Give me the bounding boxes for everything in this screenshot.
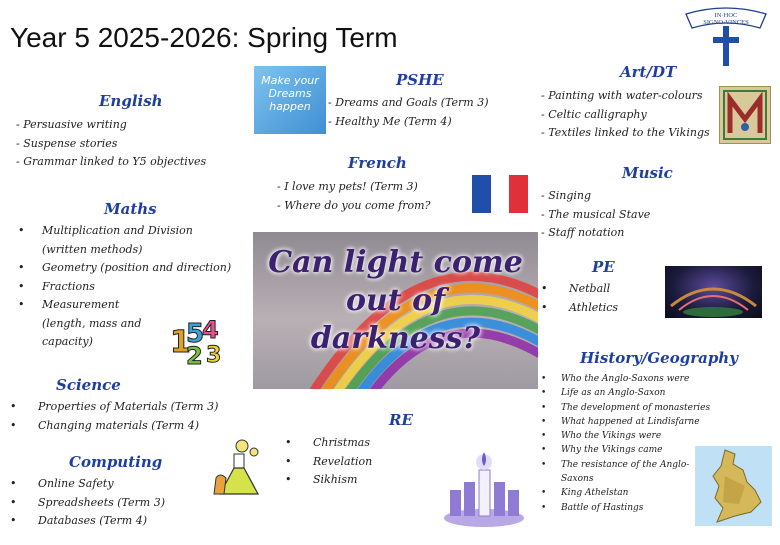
re-item: • Revelation xyxy=(285,453,372,472)
french-item: - Where do you come from? xyxy=(277,198,431,212)
pe-item: • Athletics xyxy=(541,299,618,318)
computing-item: • Spreadsheets (Term 3) xyxy=(10,494,165,513)
maths-item: • Geometry (position and direction) xyxy=(18,259,231,278)
french-heading: French xyxy=(348,154,407,172)
music-item: - Singing xyxy=(541,189,592,202)
crest-motto-line2: SIGNO·VINCES xyxy=(703,19,749,26)
question-line: darkness? xyxy=(310,321,481,356)
page-title: Year 5 2025-2026: Spring Term xyxy=(10,22,398,53)
pshe-list xyxy=(328,94,489,131)
english-list xyxy=(16,116,206,172)
history-list xyxy=(541,372,710,515)
school-crest xyxy=(684,6,768,68)
history-item: • Who the Vikings were xyxy=(541,429,710,443)
re-heading: RE xyxy=(389,411,413,429)
science-item: • Changing materials (Term 4) xyxy=(10,417,218,436)
artdt-item: - Textiles linked to the Vikings xyxy=(541,126,710,139)
map-picture xyxy=(695,446,772,526)
re-list xyxy=(285,434,372,490)
science-flask-picture xyxy=(212,438,268,500)
artdt-item: - Painting with water-colours xyxy=(541,89,703,102)
french-flag-picture xyxy=(472,175,528,213)
music-list xyxy=(541,187,650,243)
question-line: Can light come xyxy=(268,245,523,280)
science-item: • Properties of Materials (Term 3) xyxy=(10,398,218,417)
computing-heading: Computing xyxy=(69,453,163,471)
svg-text:2: 2 xyxy=(186,342,203,370)
history-item: • The resistance of the Anglo- Saxons xyxy=(541,458,710,487)
artdt-list xyxy=(541,87,710,143)
history-item: • Who the Anglo-Saxons were xyxy=(541,372,710,386)
french-list xyxy=(277,178,430,215)
pshe-item: - Dreams and Goals (Term 3) xyxy=(328,96,489,109)
maths-item: • Fractions xyxy=(18,278,231,297)
stadium-picture xyxy=(665,266,762,318)
question-line: out of xyxy=(345,283,446,318)
english-item: - Persuasive writing xyxy=(16,118,127,131)
computing-item: • Online Safety xyxy=(10,475,165,494)
computing-item: • Databases (Term 4) xyxy=(10,512,165,531)
flag-stripe xyxy=(491,175,510,213)
history-item: • Life as an Anglo-Saxon xyxy=(541,386,710,400)
maths-item: • Multiplication and Division (written methods) xyxy=(18,222,231,259)
history-heading: History/Geography xyxy=(580,349,738,367)
advent-candles-picture xyxy=(440,446,528,530)
svg-text:1: 1 xyxy=(170,325,191,360)
re-item: • Christmas xyxy=(285,434,372,453)
celtic-letter-picture xyxy=(719,86,771,144)
pshe-poster-picture xyxy=(254,66,326,134)
science-heading: Science xyxy=(56,376,121,394)
history-item: • King Athelstan xyxy=(541,486,710,500)
flag-stripe xyxy=(509,175,528,213)
history-item: • What happened at Lindisfarne xyxy=(541,415,710,429)
big-question-panel xyxy=(253,232,538,389)
artdt-heading: Art/DT xyxy=(620,63,677,81)
pshe-heading: PSHE xyxy=(396,71,444,89)
pe-item: • Netball xyxy=(541,280,618,299)
computing-list xyxy=(10,475,165,531)
numbers-picture xyxy=(166,312,234,370)
french-item: - I love my pets! (Term 3) xyxy=(277,180,418,193)
svg-text:5: 5 xyxy=(186,319,205,349)
music-heading: Music xyxy=(622,164,673,182)
history-item: • The development of monasteries xyxy=(541,401,710,415)
english-item: - Suspense stories xyxy=(16,136,118,150)
music-item: - Staff notation xyxy=(541,226,625,239)
crest-motto-line1: IN·HOC xyxy=(714,12,738,19)
artdt-item: - Celtic calligraphy xyxy=(541,107,647,121)
history-item: • Why the Vikings came xyxy=(541,443,710,457)
maths-heading: Maths xyxy=(104,200,157,218)
flag-stripe xyxy=(472,175,491,213)
english-item: - Grammar linked to Y5 objectives xyxy=(16,155,207,168)
svg-text:3: 3 xyxy=(206,343,222,368)
maths-item: • Measurement (length, mass and capacity) xyxy=(18,296,231,352)
re-item: • Sikhism xyxy=(285,471,372,490)
history-item: • Battle of Hastings xyxy=(541,501,710,515)
pe-heading: PE xyxy=(592,258,615,276)
pshe-poster-text: Make your Dreams happen xyxy=(261,74,319,113)
english-heading: English xyxy=(99,92,163,110)
pe-list xyxy=(541,280,618,317)
music-item: - The musical Stave xyxy=(541,207,651,221)
svg-text:4: 4 xyxy=(202,316,219,344)
pshe-item: - Healthy Me (Term 4) xyxy=(328,114,452,128)
science-list xyxy=(10,398,218,435)
